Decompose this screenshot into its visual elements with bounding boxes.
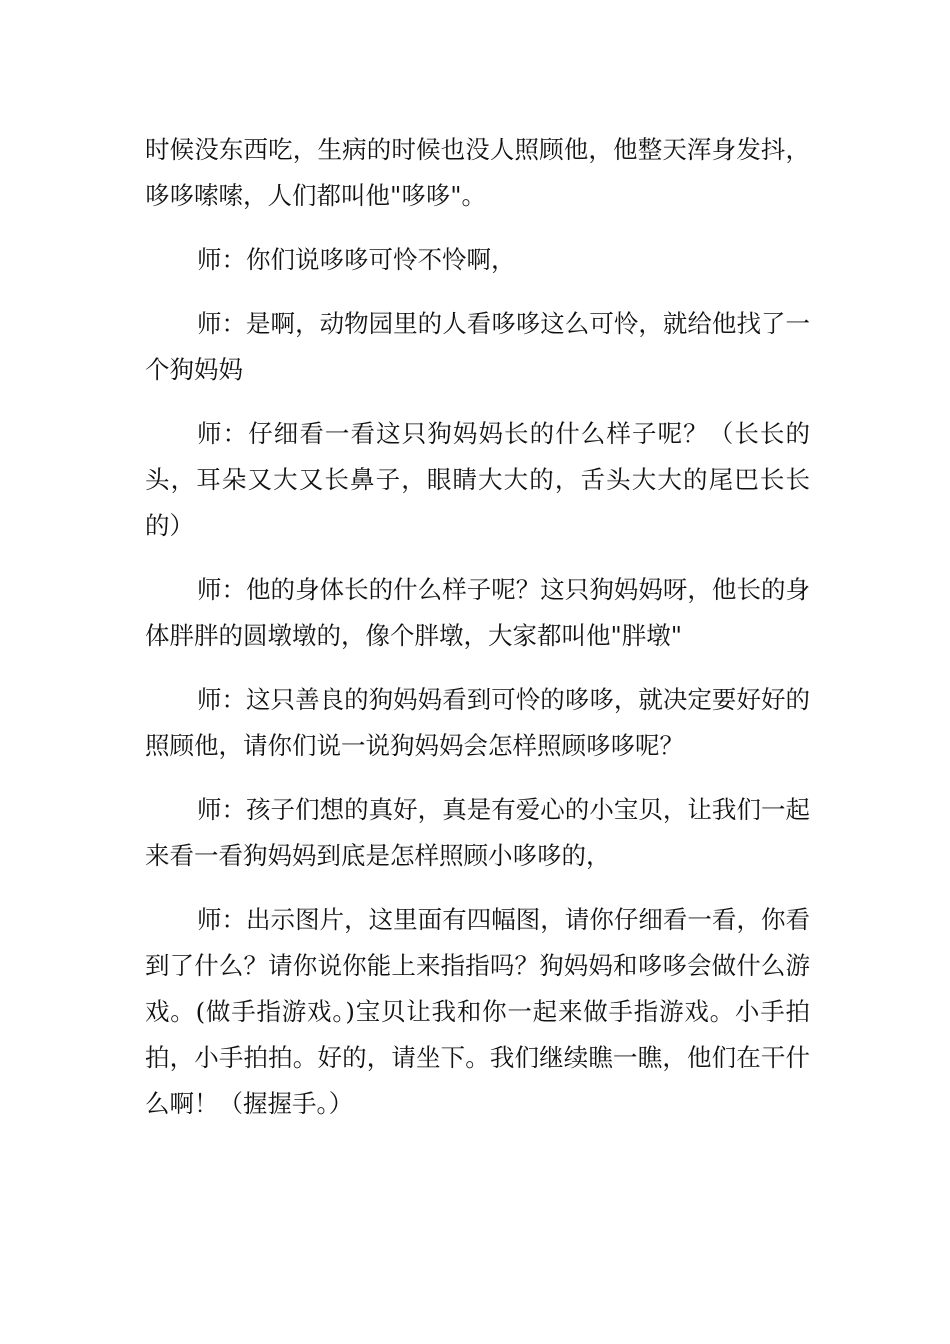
paragraph-6: 师：这只善良的狗妈妈看到可怜的哆哆，就决定要好好的照顾他，请你们说一说狗妈妈会怎样照顾哆哆呢？ <box>145 685 810 760</box>
paragraph-2: 师：你们说哆哆可怜不怜啊， <box>197 245 516 274</box>
paragraph-3: 师：是啊，动物园里的人看哆哆这么可怜，就给他找了一个狗妈妈 <box>145 309 810 384</box>
paragraph-8: 师：出示图片，这里面有四幅图，请你仔细看一看，你看到了什么？请你说你能上来指指吗？狗妈妈和哆哆会做什么游戏。(做手指游戏。)宝贝让我和你一起来做手指游戏。小手拍拍，小手拍拍。好的，请坐下。我们继续瞧一瞧，他们在干什么啊！（握握手。） <box>145 905 810 1118</box>
paragraph-1: 时候没东西吃，生病的时候也没人照顾他，他整天浑身发抖，哆哆嗦嗦，人们都叫他"哆哆"。 <box>145 135 810 210</box>
paragraph-4: 师：仔细看一看这只狗妈妈长的什么样子呢？（长长的头，耳朵又大又长鼻子，眼睛大大的，舌头大大的尾巴长长的） <box>145 419 810 540</box>
paragraph-5: 师：他的身体长的什么样子呢？这只狗妈妈呀，他长的身体胖胖的圆墩墩的，像个胖墩，大家都叫他"胖墩" <box>145 575 810 650</box>
paragraph-7: 师：孩子们想的真好，真是有爱心的小宝贝，让我们一起来看一看狗妈妈到底是怎样照顾小哆哆的， <box>145 795 810 870</box>
document-body <box>145 127 810 1145</box>
